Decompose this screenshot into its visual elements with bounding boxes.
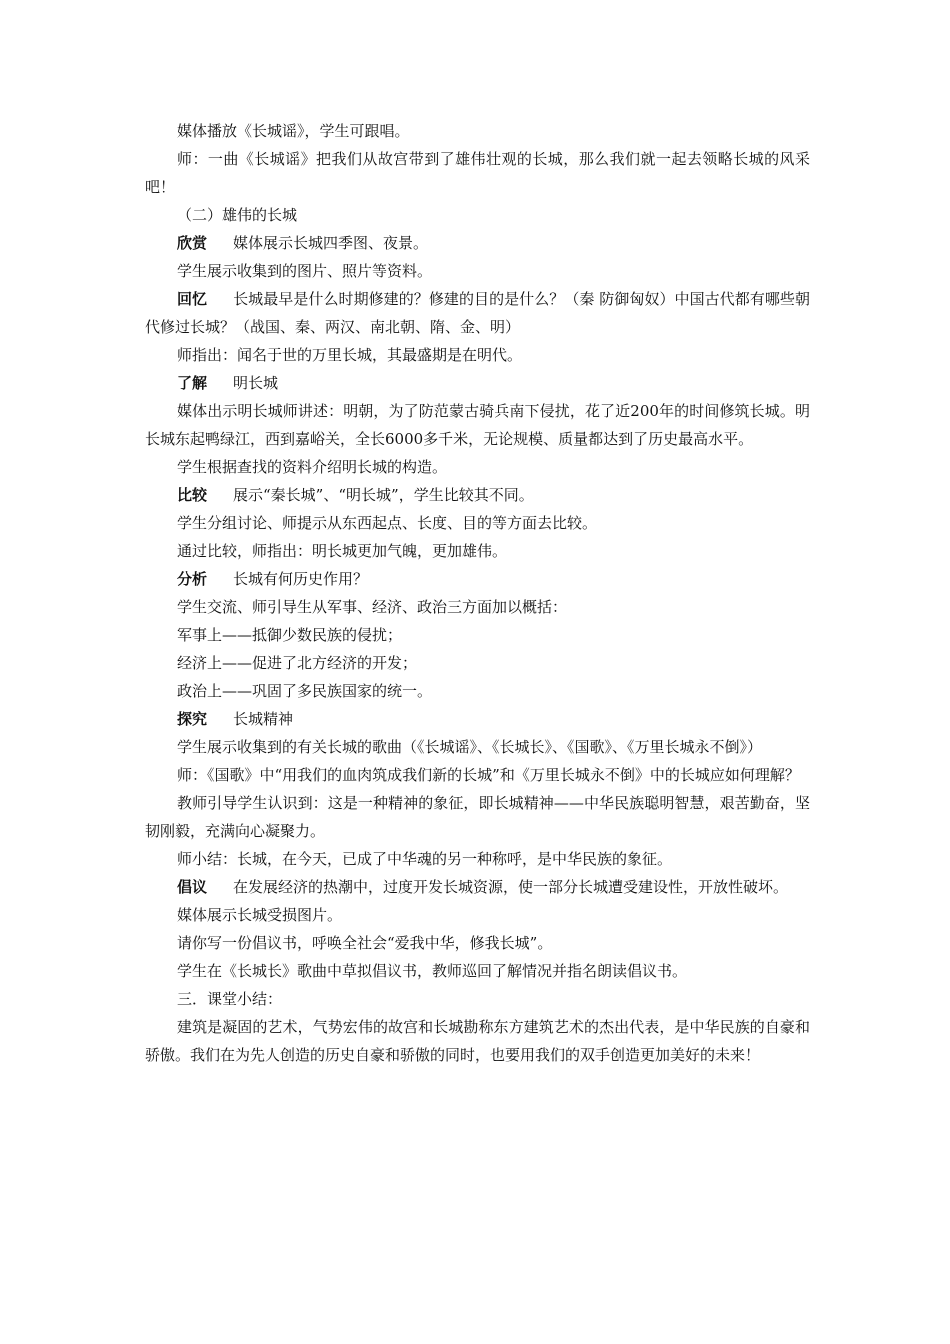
document-body bbox=[145, 117, 810, 1069]
paragraph bbox=[145, 733, 810, 761]
section-heading bbox=[145, 201, 810, 229]
paragraph bbox=[145, 649, 810, 677]
activity-keyword: 了解 bbox=[177, 374, 208, 392]
paragraph bbox=[145, 1013, 810, 1069]
paragraph-text: 学生展示收集到的有关长城的歌曲（《长城谣》、《长城长》、《国歌》、《万里长城永不倒》） bbox=[177, 738, 763, 756]
activity-keyword: 回忆 bbox=[177, 290, 208, 308]
paragraph bbox=[145, 117, 810, 145]
activity-keyword: 比较 bbox=[177, 486, 208, 504]
paragraph bbox=[145, 285, 810, 341]
paragraph-text: 学生交流、师引导生从军事、经济、政治三方面加以概括： bbox=[177, 598, 568, 616]
section-heading-text: 三．课堂小结： bbox=[177, 990, 283, 1008]
paragraph-text: 媒体展示长城受损图片。 bbox=[177, 906, 343, 924]
paragraph-text: 教师引导学生认识到：这是一种精神的象征，即长城精神——中华民族聪明智慧，艰苦勤奋，坚韧刚毅，充满向心凝聚力。 bbox=[145, 794, 810, 840]
paragraph-text: 媒体展示长城四季图、夜景。 bbox=[233, 234, 429, 252]
paragraph bbox=[145, 341, 810, 369]
paragraph-text: 师小结：长城，在今天，已成了中华魂的另一种称呼，是中华民族的象征。 bbox=[177, 850, 673, 868]
paragraph-text: 长城最早是什么时期修建的？修建的目的是什么？（秦 防御匈奴）中国古代都有哪些朝代修过长城？（战国、秦、两汉、南北朝、隋、金、明） bbox=[145, 290, 810, 336]
paragraph bbox=[145, 873, 810, 901]
paragraph bbox=[145, 901, 810, 929]
paragraph-text: 请你写一份倡议书，呼唤全社会“爱我中华，修我长城”。 bbox=[177, 934, 553, 952]
paragraph bbox=[145, 509, 810, 537]
activity-keyword: 欣赏 bbox=[177, 234, 208, 252]
section-heading bbox=[145, 985, 810, 1013]
paragraph-text: 明长城 bbox=[233, 374, 279, 392]
paragraph-text: 建筑是凝固的艺术，气势宏伟的故宫和长城勘称东方建筑艺术的杰出代表，是中华民族的自豪和骄傲。我们在为先人创造的历史自豪和骄傲的同时，也要用我们的双手创造更加美好的未来！ bbox=[145, 1018, 810, 1064]
paragraph-text: 师：《国歌》中“用我们的血肉筑成我们新的长城”和《万里长城永不倒》中的长城应如何理解？ bbox=[177, 766, 800, 784]
paragraph-text: 长城有何历史作用？ bbox=[233, 570, 369, 588]
paragraph bbox=[145, 789, 810, 845]
paragraph bbox=[145, 369, 810, 397]
paragraph bbox=[145, 761, 810, 789]
paragraph bbox=[145, 481, 810, 509]
paragraph bbox=[145, 845, 810, 873]
paragraph bbox=[145, 593, 810, 621]
paragraph-text: 学生根据查找的资料介绍明长城的构造。 bbox=[177, 458, 448, 476]
paragraph bbox=[145, 957, 810, 985]
paragraph-text: 在发展经济的热潮中，过度开发长城资源，使一部分长城遭受建设性，开放性破坏。 bbox=[233, 878, 789, 896]
paragraph-text: 政治上——巩固了多民族国家的统一。 bbox=[177, 682, 433, 700]
paragraph-text: 媒体播放《长城谣》，学生可跟唱。 bbox=[177, 122, 410, 140]
paragraph bbox=[145, 929, 810, 957]
paragraph bbox=[145, 397, 810, 453]
activity-keyword: 探究 bbox=[177, 710, 208, 728]
paragraph-text: 展示“秦长城”、“明长城”，学生比较其不同。 bbox=[233, 486, 534, 504]
paragraph-text: 长城精神 bbox=[233, 710, 294, 728]
activity-keyword: 倡议 bbox=[177, 878, 208, 896]
paragraph bbox=[145, 705, 810, 733]
paragraph bbox=[145, 677, 810, 705]
section-heading-text: （二）雄伟的长城 bbox=[177, 206, 298, 224]
paragraph-text: 学生在《长城长》歌曲中草拟倡议书，教师巡回了解情况并指名朗读倡议书。 bbox=[177, 962, 688, 980]
paragraph-text: 通过比较，师指出：明长城更加气魄，更加雄伟。 bbox=[177, 542, 508, 560]
paragraph-text: 师：一曲《长城谣》把我们从故宫带到了雄伟壮观的长城，那么我们就一起去领略长城的风采吧！ bbox=[145, 150, 810, 196]
paragraph bbox=[145, 621, 810, 649]
paragraph-text: 学生分组讨论、师提示从东西起点、长度、目的等方面去比较。 bbox=[177, 514, 598, 532]
paragraph-text: 师指出：闻名于世的万里长城，其最盛期是在明代。 bbox=[177, 346, 523, 364]
paragraph bbox=[145, 257, 810, 285]
paragraph bbox=[145, 537, 810, 565]
paragraph-text: 经济上——促进了北方经济的开发； bbox=[177, 654, 418, 672]
paragraph bbox=[145, 229, 810, 257]
paragraph-text: 学生展示收集到的图片、照片等资料。 bbox=[177, 262, 433, 280]
paragraph bbox=[145, 453, 810, 481]
paragraph bbox=[145, 565, 810, 593]
paragraph-text: 军事上——抵御少数民族的侵扰； bbox=[177, 626, 403, 644]
paragraph bbox=[145, 145, 810, 201]
paragraph-text: 媒体出示明长城师讲述：明朝，为了防范蒙古骑兵南下侵扰，花了近200年的时间修筑长城。明长城东起鸭绿江，西到嘉峪关，全长6000多千米，无论规模、质量都达到了历史最高水平。 bbox=[145, 402, 810, 448]
activity-keyword: 分析 bbox=[177, 570, 208, 588]
